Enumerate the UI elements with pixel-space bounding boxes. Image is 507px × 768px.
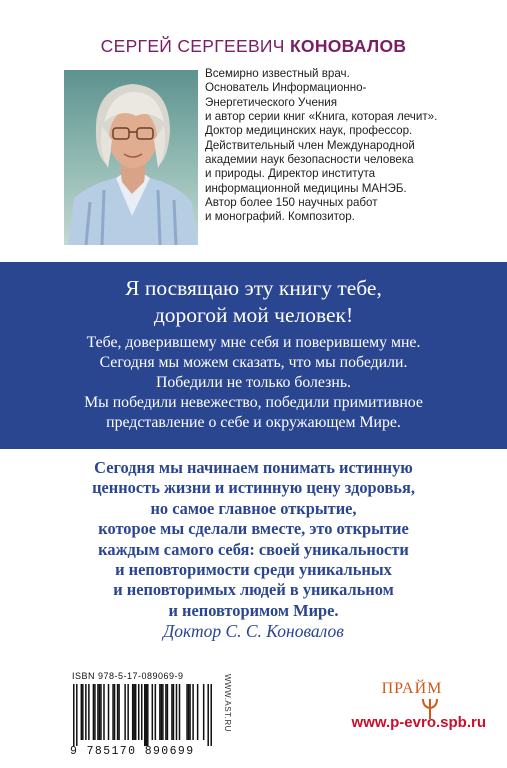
dedication-line: Тебе, доверившему мне себя и поверившему мне. [86, 334, 421, 351]
dedication-line: Мы победили невежество, победили примитивное [84, 394, 423, 411]
bio-line: и монографий. Композитор. [205, 210, 355, 224]
author-name [0, 36, 507, 57]
dedication-title [0, 275, 507, 329]
dedication-line: Победили не только болезнь. [156, 374, 351, 391]
message-line: Сегодня мы начинаем понимать истинную [94, 458, 413, 477]
bio-line: Всемирно известный врач. [205, 67, 350, 80]
barcode-bars [70, 684, 215, 746]
publisher-website: www.p-evro.spb.ru [351, 714, 486, 731]
message-line: которое мы сделали вместе, это открытие [98, 519, 409, 539]
dedication-title-line: дорогой мой человек! [153, 303, 354, 327]
bio-line: Действительный член Международной [205, 138, 415, 152]
main-message [0, 458, 507, 621]
author-panel [0, 0, 507, 262]
author-first-names: СЕРГЕЙ СЕРГЕЕВИЧ [100, 36, 285, 56]
dedication-title-line: Я посвящаю эту книгу тебе, [125, 276, 382, 300]
message-line: и неповторимых людей в уникальном [113, 580, 394, 600]
signature: Доктор С. С. Коновалов [163, 621, 344, 641]
message-line: и неповторимом Мире. [168, 600, 339, 620]
message-line: ценность жизни и истинную цену здоровья, [92, 478, 415, 498]
bio-line: Доктор медицинских наук, профессор. [205, 124, 413, 138]
author-bio [205, 67, 485, 225]
author-last-name: КОНОВАЛОВ [289, 36, 407, 56]
bio-line: Автор более 150 научных работ [205, 196, 378, 210]
ast-website [222, 674, 234, 756]
message-line: каждым самого себя: своей уникальности [98, 539, 409, 559]
bio-line: и природы. Директор института [205, 167, 376, 181]
dedication-line: Сегодня мы можем сказать, что мы победили. [99, 354, 408, 371]
bio-line: академии наук безопасности человека [205, 153, 414, 167]
ast-website-text: WWW.AST.RU [223, 674, 232, 732]
bio-line: Основатель Информационно- [205, 81, 367, 95]
message-line: и неповторимости среди уникальных [115, 560, 392, 580]
bio-line: информационной медицины МАНЭБ. [205, 181, 407, 195]
author-photo [64, 70, 198, 245]
publisher-name: ПРАЙМ [381, 680, 443, 697]
barcode-digits: 9 785170 890699 [70, 745, 195, 758]
dedication-body [0, 333, 507, 433]
isbn-number: ISBN 978-5-17-089069-9 [72, 671, 184, 681]
dedication-line: представление о себе и окружающем Мире. [106, 414, 401, 431]
isbn-barcode [70, 670, 220, 760]
message-line: но самое главное открытие, [150, 498, 357, 518]
bio-line: Энергетического Учения [205, 95, 338, 109]
bio-line: и автор серии книг «Книга, которая лечит». [205, 110, 438, 124]
